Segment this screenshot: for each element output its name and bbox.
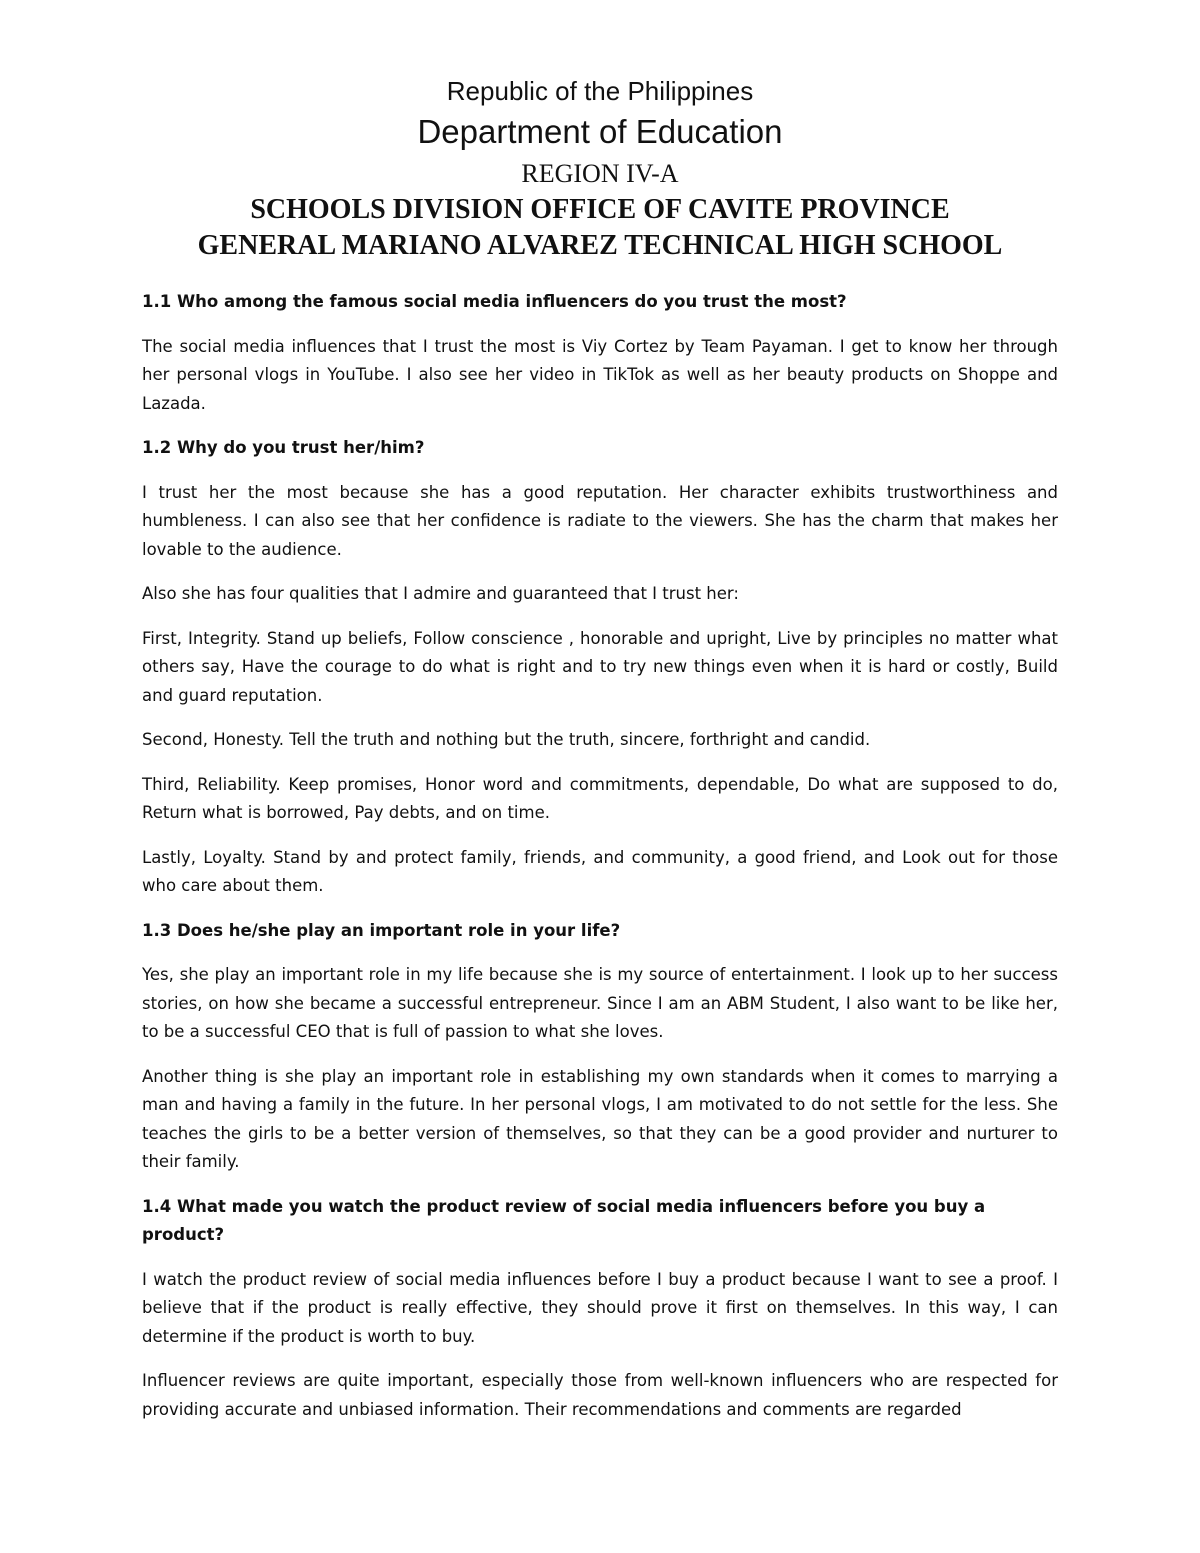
answer-paragraph: The social media influences that I trust the most is Viy Cortez by Team Payaman. I get to know her through her personal vlogs in YouTube. I also see her video in TikTok as well as her beauty products on Shoppe and Lazada.: [142, 336, 1058, 413]
document-body: [142, 288, 1058, 1440]
section-1-4: [142, 1193, 1058, 1425]
division-heading: SCHOOLS DIVISION OFFICE OF CAVITE PROVINCE: [250, 194, 950, 225]
question-heading: 1.2 Why do you trust her/him?: [142, 438, 425, 457]
answer-paragraph: First, Integrity. Stand up beliefs, Follow conscience , honorable and upright, Live by principles no matter what others say, Have the courage to do what is right and to try new things even when it is hard or costly, Build and guard reputation.: [142, 628, 1058, 705]
question-heading: 1.4 What made you watch the product review of social media influencers before you buy a product?: [142, 1196, 986, 1244]
answer-paragraph: Lastly, Loyalty. Stand by and protect family, friends, and community, a good friend, and Look out for those who care about them.: [142, 847, 1058, 895]
department-heading: Department of Education: [417, 113, 783, 150]
section-1-2: [142, 434, 1058, 901]
region-heading: REGION IV-A: [521, 159, 679, 188]
answer-paragraph: Third, Reliability. Keep promises, Honor word and commitments, dependable, Do what are supposed to do, Return what is borrowed, Pay debts, and on time.: [142, 774, 1058, 822]
question-heading: 1.1 Who among the famous social media influencers do you trust the most?: [142, 292, 847, 311]
question-heading: 1.3 Does he/she play an important role in your life?: [142, 920, 621, 940]
answer-paragraph: Influencer reviews are quite important, especially those from well-known influencers who are respected for providing accurate and unbiased information. Their recommendations and comments are regarded: [142, 1371, 1058, 1419]
letterhead: [0, 74, 1200, 264]
answer-paragraph: Second, Honesty. Tell the truth and nothing but the truth, sincere, forthright and candid.: [142, 730, 871, 749]
republic-heading: Republic of the Philippines: [446, 76, 754, 106]
answer-paragraph: I watch the product review of social media influences before I buy a product because I want to see a proof. I believe that if the product is really effective, they should prove it first on themselves. In this way, I can determine if the product is worth to buy.: [142, 1269, 1058, 1346]
section-1-1: [142, 288, 1058, 418]
answer-paragraph: Also she has four qualities that I admire and guaranteed that I trust her:: [142, 584, 739, 603]
answer-paragraph: Another thing is she play an important role in establishing my own standards when it comes to marrying a man and having a family in the future. In her personal vlogs, I am motivated to do not settle for the less. She teaches the girls to be a better version of themselves, so that they can be a good provider and nurturer to their family.: [142, 1066, 1058, 1171]
answer-paragraph: Yes, she play an important role in my life because she is my source of entertainment. I look up to her success stories, on how she became a successful entrepreneur. Since I am an ABM Student, I also want to be like her, to be a successful CEO that is full of passion to what she loves.: [142, 965, 1058, 1041]
answer-paragraph: I trust her the most because she has a good reputation. Her character exhibits trustworthiness and humbleness. I can also see that her confidence is radiate to the viewers. She has the charm that makes her lovable to the audience.: [142, 482, 1058, 559]
school-heading: GENERAL MARIANO ALVAREZ TECHNICAL HIGH SCHOOL: [197, 230, 1003, 261]
section-1-3: [142, 917, 1058, 1177]
